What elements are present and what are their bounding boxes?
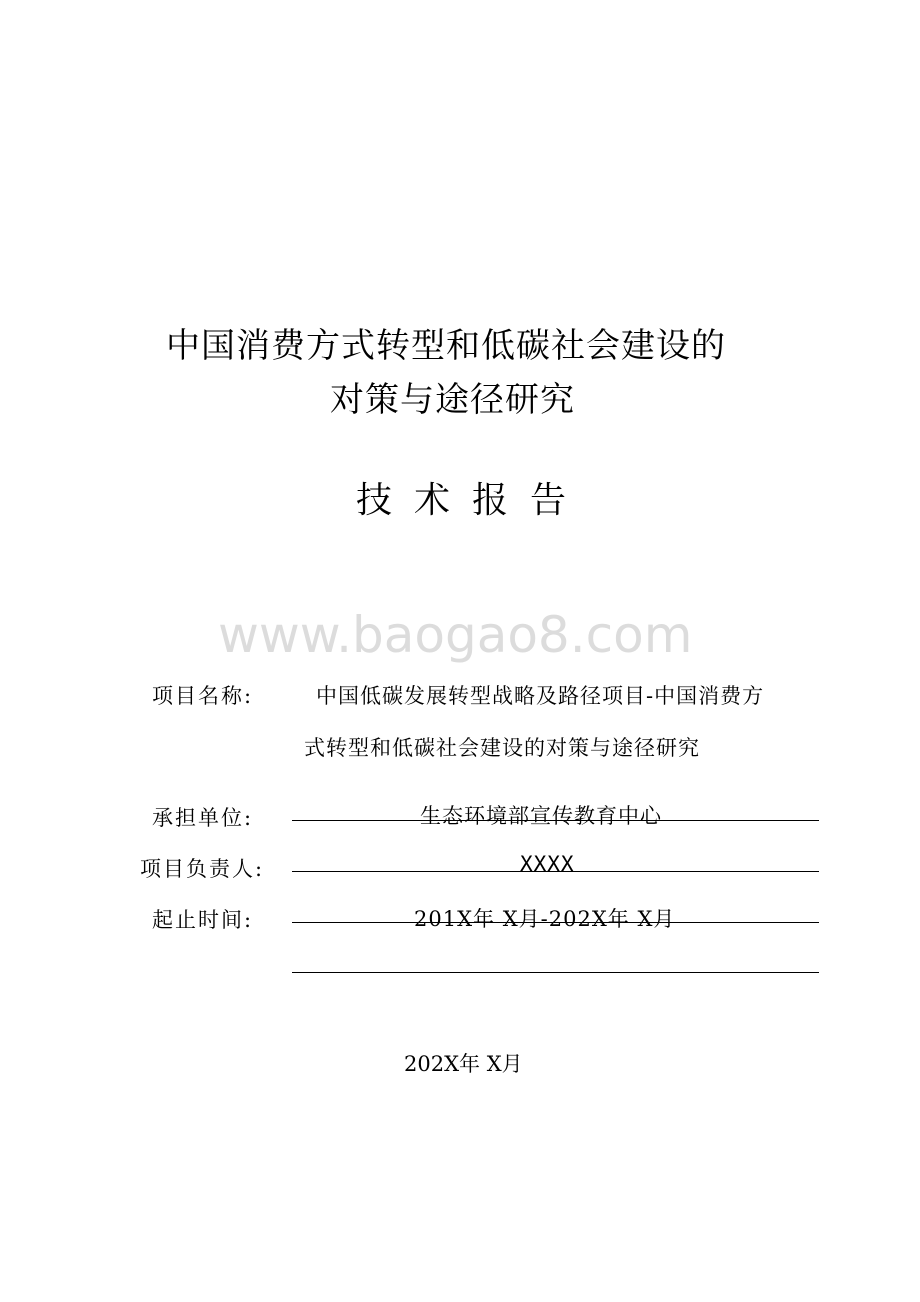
leader-underline: [292, 871, 819, 872]
report-type-heading: 技术报告: [356, 480, 589, 521]
period-underline: [292, 922, 819, 923]
leader-value: XXXX: [520, 852, 575, 876]
report-date: 202X年 X月: [404, 1052, 523, 1076]
blank-underline: [292, 972, 819, 973]
unit-value: 生态环境部宣传教育中心: [420, 804, 662, 828]
period-value: 201X年 X月-202X年 X月: [414, 907, 676, 931]
unit-label: 承担单位:: [152, 806, 254, 830]
leader-label: 项目负责人:: [140, 857, 265, 881]
title-line-2: 对策与途径研究: [330, 380, 575, 420]
project-name-value-line-2: 式转型和低碳社会建设的对策与途径研究: [304, 736, 700, 760]
project-name-value-line-1: 中国低碳发展转型战略及路径项目-中国消费方: [316, 684, 765, 708]
title-line-1: 中国消费方式转型和低碳社会建设的: [166, 326, 726, 366]
project-name-label: 项目名称:: [152, 684, 254, 708]
unit-underline: [292, 820, 819, 821]
watermark-text: www.baogao8.com: [218, 606, 693, 664]
period-label: 起止时间:: [152, 908, 254, 932]
